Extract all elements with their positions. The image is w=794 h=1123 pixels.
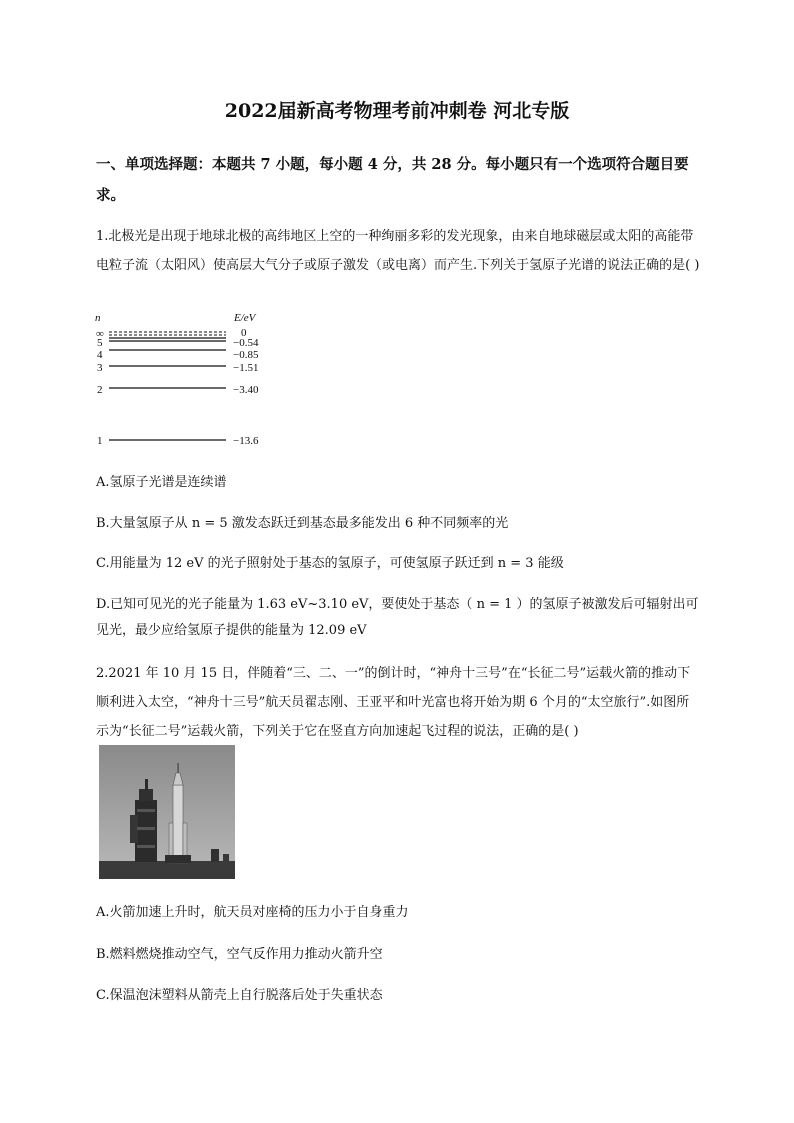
question-2-stem: 2.2021 年 10 月 15 日，伴随着“三、二、一”的倒计时，“神舟十三号”在“长征二号”运载火箭的推动下顺利进入太空，“神舟十三号”航天员翟志刚、王亚平和叶光富也将开始为期 6 个月的“太空旅行”.如图所示为“长征二号”运载火箭，下列关于它在竖直方向加速起飞过程的说法，正确的是( ) [96,666,691,739]
level-e-1: −13.6 [233,435,259,447]
level-n-1: 1 [97,435,103,447]
question-1-option-a: A.氢原子光谱是连续谱 [96,475,227,490]
section-heading: 一、单项选择题：本题共 7 小题，每小题 4 分，共 28 分。每小题只有一个选项符合题目要求。 [96,156,689,204]
n-axis-label: n [95,312,101,324]
level-e-4: −0.85 [233,349,259,361]
question-1-option-b: B.大量氢原子从 n = 5 激发态跃迁到基态最多能发出 6 种不同频率的光 [96,516,509,531]
level-e-2: −3.40 [233,384,259,396]
energy-level-diagram [93,310,283,452]
question-2-option-a: A.火箭加速上升时，航天员对座椅的压力小于自身重力 [96,905,409,920]
level-e-3: −1.51 [233,362,259,374]
question-1-option-c: C.用能量为 12 eV 的光子照射处于基态的氢原子，可使氢原子跃迁到 n = 3 能级 [96,556,564,571]
level-n-5: 5 [97,337,103,349]
question-2-option-c: C.保温泡沫塑料从箭壳上自行脱落后处于失重状态 [96,988,383,1003]
level-n-2: 2 [97,384,103,396]
page-title: 2022届新高考物理考前冲刺卷 河北专版 [224,100,570,122]
level-n-inf: ∞ [96,328,104,340]
energy-axis-label: E/eV [234,312,256,324]
question-1-stem: 1.北极光是出现于地球北极的高纬地区上空的一种绚丽多彩的发光现象，由来自地球磁层或太阳的高能带电粒子流（太阳风）使高层大气分子或原子激发（或电离）而产生.下列关于氢原子光谱的说法正确的是( ) [96,229,700,273]
level-e-5: −0.54 [233,337,259,349]
rocket-launch-photo [99,745,235,879]
level-n-4: 4 [97,349,103,361]
level-n-3: 3 [97,362,103,374]
question-2-option-b: B.燃料燃烧推动空气，空气反作用力推动火箭升空 [96,947,383,962]
level-e-inf: 0 [241,327,247,339]
question-1-option-d: D.已知可见光的光子能量为 1.63 eV~3.10 eV，要使处于基态（ n = 1 ）的氢原子被激发后可辐射出可见光，最少应给氢原子提供的能量为 12.09 eV [96,597,699,638]
